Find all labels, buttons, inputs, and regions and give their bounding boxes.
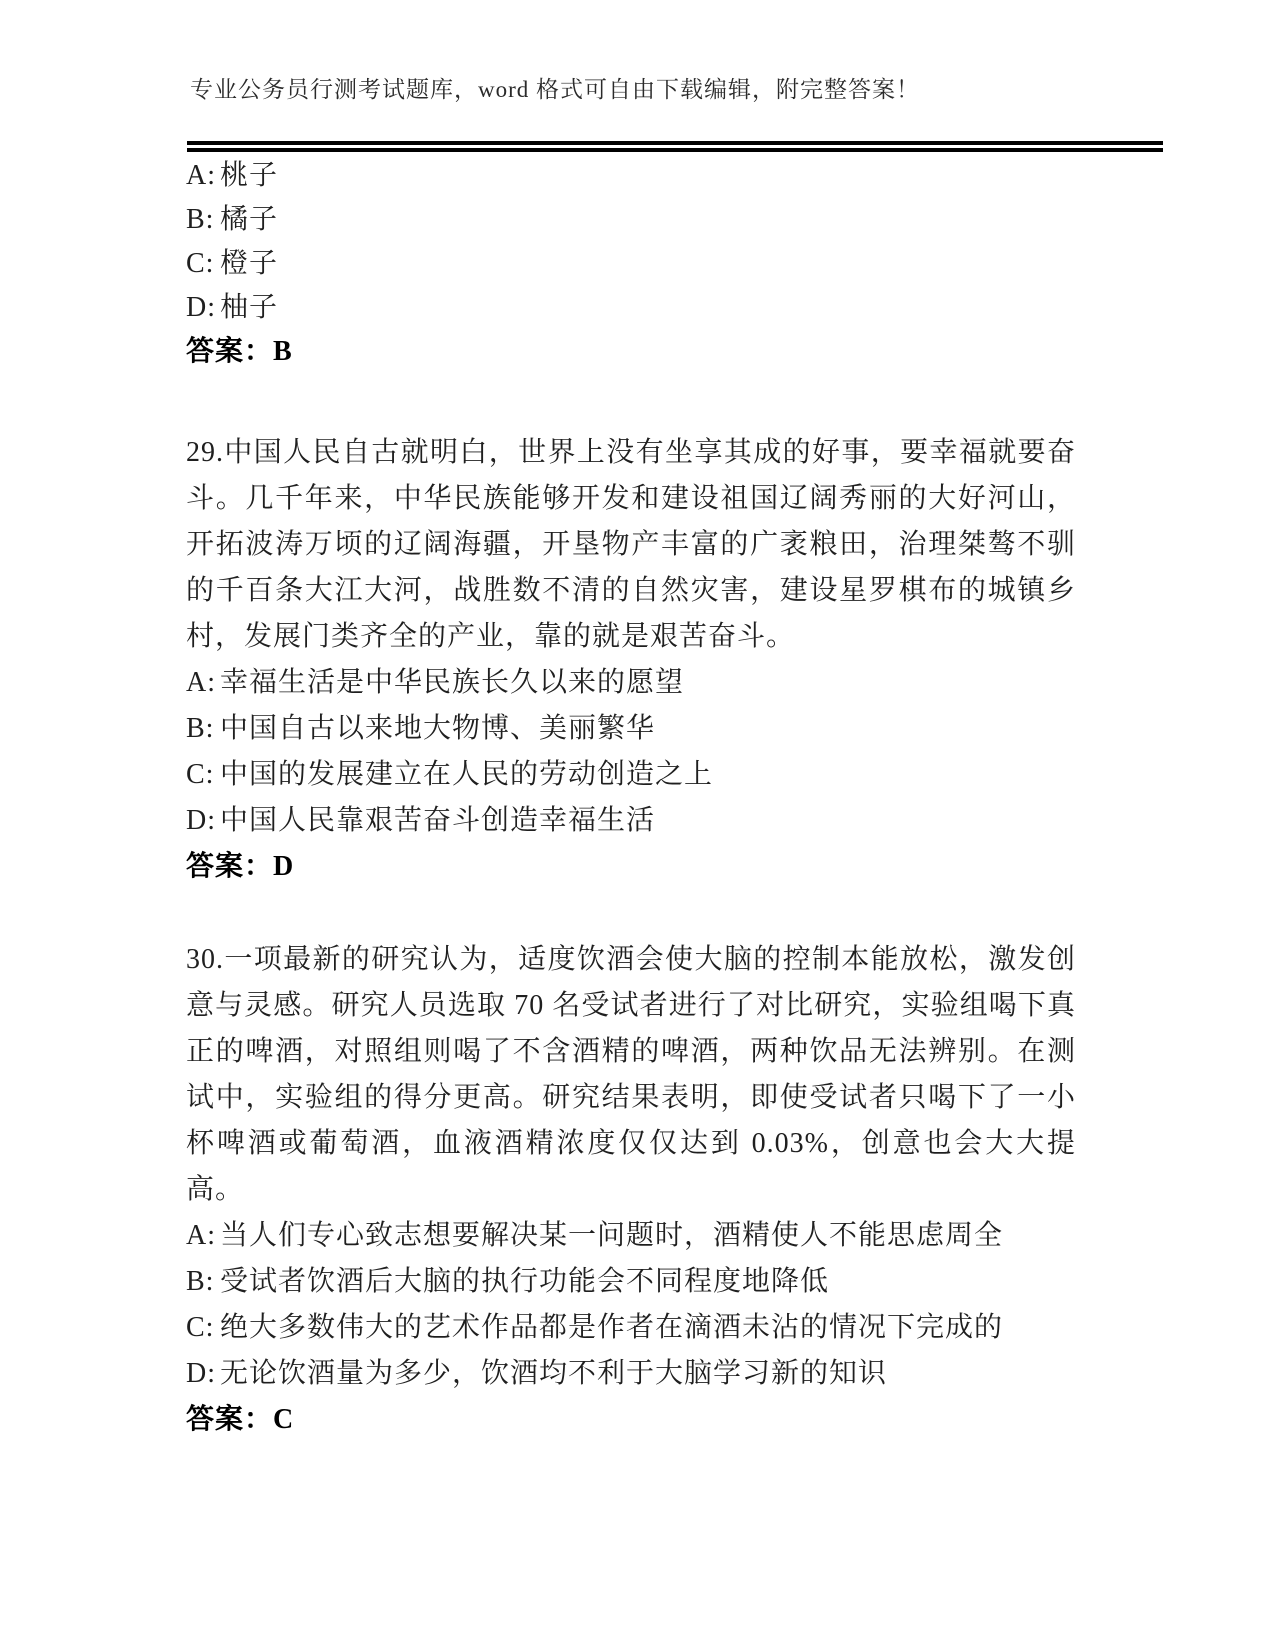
option-row-c: [186, 242, 1076, 286]
question-30-block: [186, 937, 1076, 1443]
option-text: 受试者饮酒后大脑的执行功能会不同程度地降低: [220, 1266, 830, 1297]
answer-prefix: 答案：: [186, 1404, 274, 1435]
header-double-rule: [187, 141, 1163, 152]
option-text: 中国的发展建立在人民的劳动创造之上: [220, 759, 714, 790]
option-row-b: [186, 198, 1076, 242]
option-label: C:: [186, 248, 215, 279]
option-text: 当人们专心致志想要解决某一问题时，酒精使人不能思虑周全: [220, 1220, 1004, 1251]
option-text: 绝大多数伟大的艺术作品都是作者在滴酒未沾的情况下完成的: [220, 1312, 1004, 1343]
option-label: D:: [186, 1358, 216, 1389]
option-label: A:: [186, 667, 216, 698]
question-29-stem: 29.中国人民自古就明白，世界上没有坐享其成的好事，要幸福就要奋斗。几千年来，中华民族能够开发和建设祖国辽阔秀丽的大好河山，开拓波涛万顷的辽阔海疆，开垦物产丰富的广袤粮田，治理桀骜不驯的千百条大江大河，战胜数不清的自然灾害，建设星罗棋布的城镇乡村，发展门类齐全的产业，靠的就是艰苦奋斗。: [186, 437, 1076, 652]
option-row-d: [186, 798, 1076, 844]
answer-prefix: 答案：: [186, 851, 274, 882]
option-text: 柚子: [220, 292, 279, 323]
option-text: 桃子: [220, 160, 279, 191]
option-label: B:: [186, 1266, 215, 1297]
option-label: B:: [186, 713, 215, 744]
answer-value: C: [273, 1404, 295, 1435]
option-row-d: [186, 1351, 1076, 1397]
option-row-d: [186, 286, 1076, 330]
option-text: 橘子: [220, 204, 279, 235]
answer-row-q28: [186, 330, 1076, 374]
question-29-block: [186, 430, 1076, 890]
option-label: D:: [186, 292, 216, 323]
option-label: C:: [186, 1312, 215, 1343]
question-30-stem: 30.一项最新的研究认为，适度饮酒会使大脑的控制本能放松，激发创意与灵感。研究人员选取 70 名受试者进行了对比研究，实验组喝下真正的啤酒，对照组则喝了不含酒精的啤酒，两种饮品无法辨别。在测试中，实验组的得分更高。研究结果表明，即使受试者只喝下了一小杯啤酒或葡萄酒，血液酒精浓度仅仅达到 0.03%，创意也会大大提高。: [186, 944, 1076, 1205]
document-header-text: 专业公务员行测考试题库，word 格式可自由下载编辑，附完整答案！: [190, 77, 921, 102]
option-label: B:: [186, 204, 215, 235]
option-text: 无论饮酒量为多少，饮酒均不利于大脑学习新的知识: [220, 1358, 888, 1389]
answer-row-q29: [186, 844, 1076, 890]
option-text: 中国自古以来地大物博、美丽繁华: [220, 713, 656, 744]
answer-value: D: [273, 851, 295, 882]
option-text: 幸福生活是中华民族长久以来的愿望: [220, 667, 685, 698]
question-28-options-block: [186, 154, 1076, 374]
option-label: D:: [186, 805, 216, 836]
option-row-a: [186, 154, 1076, 198]
answer-row-q30: [186, 1397, 1076, 1443]
option-text: 中国人民靠艰苦奋斗创造幸福生活: [220, 805, 656, 836]
option-label: A:: [186, 1220, 216, 1251]
answer-prefix: 答案：: [186, 336, 274, 367]
option-row-a: [186, 660, 1076, 706]
option-label: C:: [186, 759, 215, 790]
option-row-b: [186, 1259, 1076, 1305]
option-row-b: [186, 706, 1076, 752]
option-row-c: [186, 752, 1076, 798]
option-label: A:: [186, 160, 216, 191]
option-text: 橙子: [220, 248, 279, 279]
option-row-c: [186, 1305, 1076, 1351]
option-row-a: [186, 1213, 1076, 1259]
answer-value: B: [273, 336, 293, 367]
